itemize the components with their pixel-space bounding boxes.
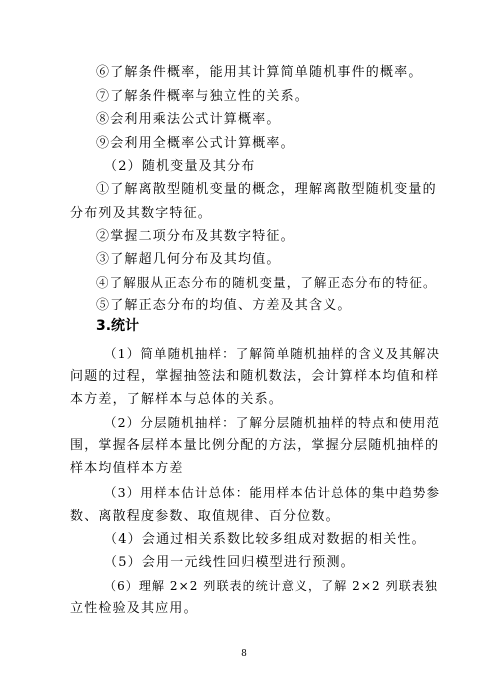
text-line: ⑨会利用全概率公式计算概率。 (96, 136, 295, 151)
paragraph-line: （3）用样本估计总体：能用样本估计总体的集中趋势参 (104, 485, 441, 500)
text-line: ④了解服从正态分布的随机变量，了解正态分布的特征。 (96, 275, 437, 290)
text-line: 分布列及其数字特征。 (70, 206, 213, 221)
paragraph-line: （6）理解 2×2 列联表的统计意义，了解 2×2 列联表独 (104, 579, 438, 593)
paragraph-line: 样本均值样本方差 (70, 461, 184, 476)
page-number: 8 (241, 649, 247, 659)
paragraph-line: 本方差，了解样本与总体的关系。 (70, 392, 284, 407)
paragraph-line: （5）会用一元线性回归模型进行预测。 (104, 555, 355, 570)
subsection-heading: （2）随机变量及其分布 (104, 159, 256, 174)
section-heading: 3.统计 (96, 318, 140, 334)
paragraph-line: （4）会通过相关系数比较多组成对数据的相关性。 (104, 532, 426, 547)
text-line: ③了解超几何分布及其均值。 (96, 252, 281, 267)
paragraph-line: （1）简单随机抽样：了解简单随机抽样的含义及其解决 (104, 346, 441, 361)
paragraph-line: 围，掌握各层样本量比例分配的方法，掌握分层随机抽样的 (70, 438, 440, 453)
text-line: ②掌握二项分布及其数字特征。 (96, 229, 295, 244)
text-line: ⑦了解条件概率与独立性的关系。 (96, 89, 310, 104)
paragraph-line: 问题的过程，掌握抽签法和随机数法，会计算样本均值和样 (70, 369, 440, 384)
paragraph-line: （2）分层随机抽样：了解分层随机抽样的特点和使用范 (104, 415, 441, 430)
paragraph-line: 立性检验及其应用。 (70, 601, 198, 616)
text-line: ⑥了解条件概率，能用其计算简单随机事件的概率。 (96, 65, 423, 80)
text-line: ①了解离散型随机变量的概念，理解离散型随机变量的 (96, 182, 437, 197)
paragraph-line: 数、离散程度参数、取值规律、百分位数。 (70, 509, 340, 524)
text-line: ⑤了解正态分布的均值、方差及其含义。 (96, 298, 352, 313)
text-line: ⑧会利用乘法公式计算概率。 (96, 112, 281, 127)
